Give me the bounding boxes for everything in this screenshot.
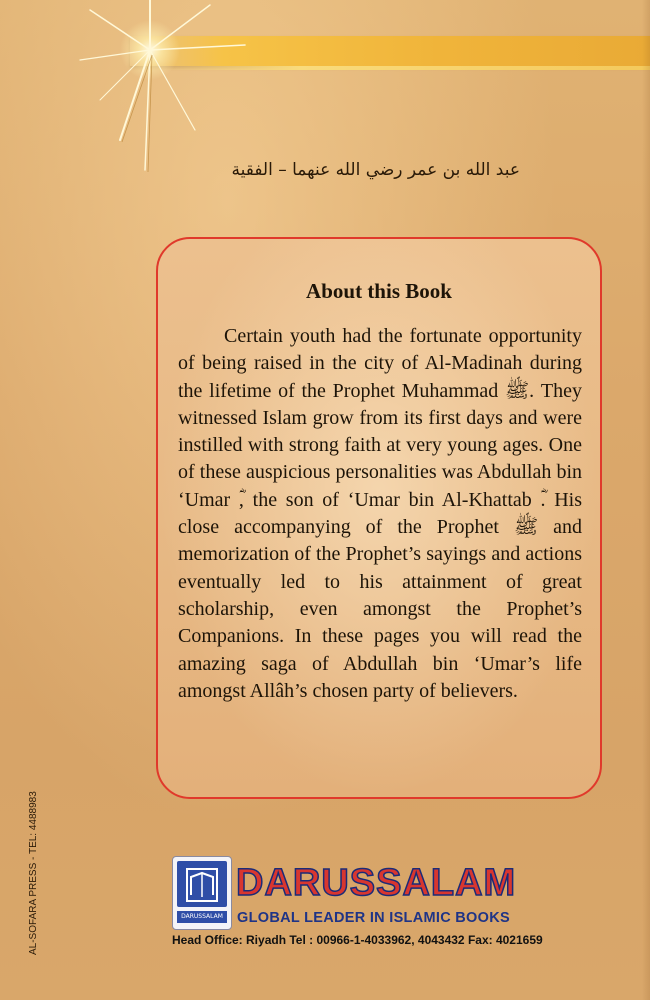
- about-title: About this Book: [306, 279, 452, 303]
- printer-info: AL-SOFARA PRESS - TEL: 4488983: [28, 791, 39, 955]
- about-body: Certain youth had the fortunate opportunity of being raised in the city of Al-Madinah during the lifetime of the Prophet Muhammad ﷺ. They witnessed Islam grow from its first days and were instilled with strong faith at very young ages. One of these auspicious personalities was Abdullah bin ‘Umar ؓ, the son of ‘Umar bin Al-Khattab ؓ. His close accompanying of the Prophet ﷺ and memorization of the Prophet’s sayings and actions eventually led to his attainment of great scholarship, even amongst the Prophet’s Companions. In these pages you will read the amazing saga of Abdullah bin ‘Umar’s life amongst Allâh’s chosen party of believers.: [178, 325, 582, 702]
- page-edge: [642, 0, 650, 1000]
- publisher-tagline: GLOBAL LEADER IN ISLAMIC BOOKS: [237, 910, 510, 926]
- head-office-contact: Head Office: Riyadh Tel : 00966-1-4033962, 4043432 Fax: 4021659: [172, 933, 543, 947]
- arabic-title: عبد الله بن عمر رضي الله عنهما – الفقية: [231, 160, 520, 180]
- about-book-panel: [156, 237, 602, 799]
- publisher-logo: [172, 856, 232, 930]
- logo-label: DARUSSALAM: [181, 913, 223, 920]
- book-icon: [183, 865, 221, 905]
- publisher-name: DARUSSALAM: [236, 862, 517, 904]
